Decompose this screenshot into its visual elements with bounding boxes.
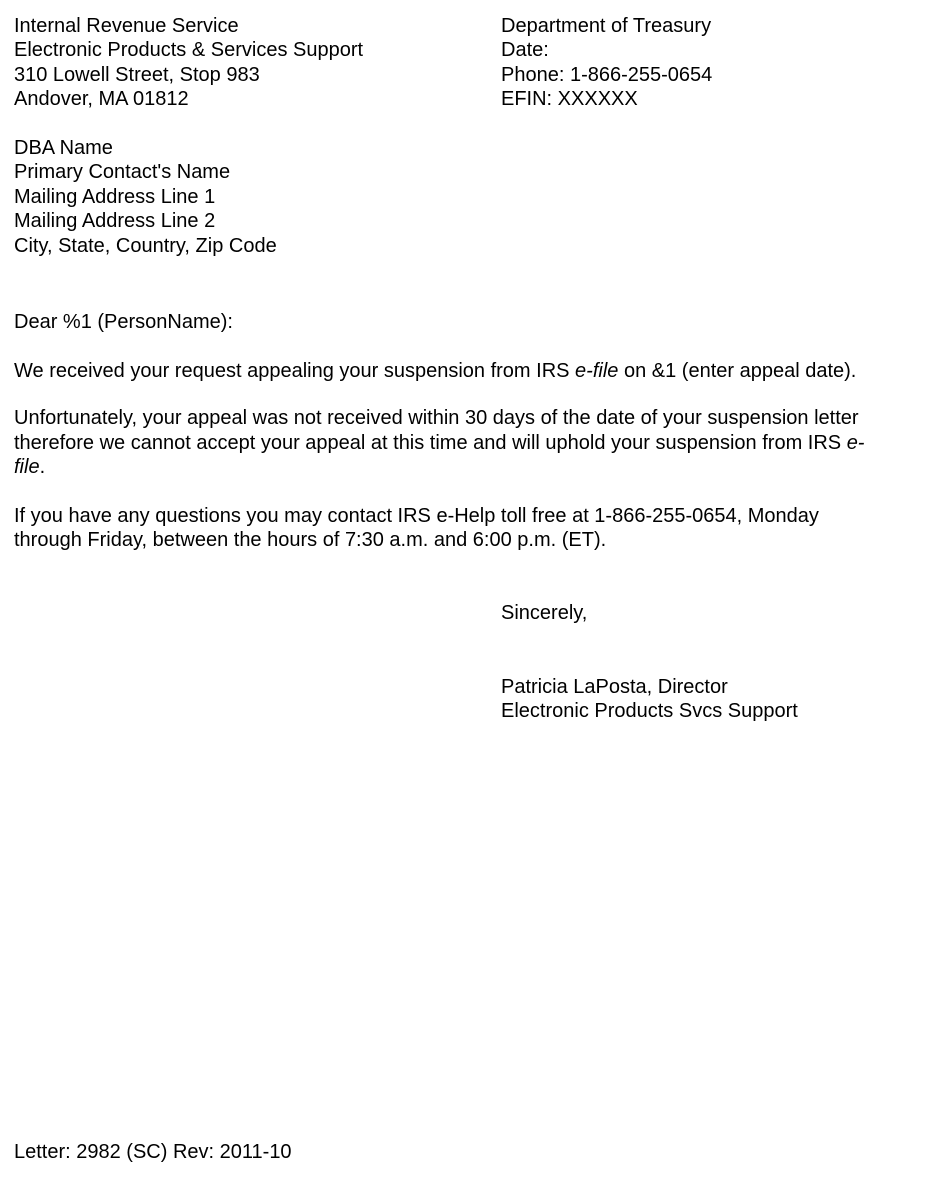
recipient-line: City, State, Country, Zip Code bbox=[14, 235, 277, 257]
recipient-line: DBA Name bbox=[14, 137, 113, 159]
salutation: Dear %1 (PersonName): bbox=[14, 311, 233, 333]
efile-italic: e-file bbox=[575, 360, 619, 382]
department: Department of Treasury bbox=[501, 15, 712, 37]
signer-title: Electronic Products Svcs Support bbox=[501, 700, 798, 722]
signer-name: Patricia LaPosta, Director bbox=[501, 676, 728, 698]
date-label: Date: bbox=[501, 39, 549, 61]
closing: Sincerely, bbox=[501, 602, 588, 624]
recipient-line: Mailing Address Line 2 bbox=[14, 210, 216, 232]
text: We received your request appealing your suspension from IRS bbox=[14, 360, 576, 382]
paragraph-line bbox=[14, 431, 864, 455]
text: therefore we cannot accept your appeal at this time and will uphold your suspension from IRS bbox=[14, 432, 847, 454]
sender-line: Internal Revenue Service bbox=[14, 15, 239, 37]
text: . bbox=[39, 456, 46, 478]
paragraph-line: Unfortunately, your appeal was not received within 30 days of the date of your suspension letter bbox=[14, 407, 859, 429]
paragraph-line bbox=[14, 455, 45, 479]
paragraph-1 bbox=[14, 359, 856, 383]
recipient-line: Primary Contact's Name bbox=[14, 161, 231, 183]
recipient-line: Mailing Address Line 1 bbox=[14, 186, 216, 208]
paragraph-line: If you have any questions you may contact IRS e-Help toll free at 1-866-255-0654, Monday bbox=[14, 505, 819, 527]
sender-line: Electronic Products & Services Support bbox=[14, 39, 364, 61]
efile-italic: e- bbox=[846, 432, 865, 454]
phone: Phone: 1-866-255-0654 bbox=[501, 64, 713, 86]
text: on &1 (enter appeal date). bbox=[618, 360, 857, 382]
sender-line: Andover, MA 01812 bbox=[14, 88, 189, 110]
efile-italic: file bbox=[14, 456, 40, 478]
sender-line: 310 Lowell Street, Stop 983 bbox=[14, 64, 260, 86]
paragraph-line: through Friday, between the hours of 7:30 a.m. and 6:00 p.m. (ET). bbox=[14, 529, 607, 551]
letter-footer: Letter: 2982 (SC) Rev: 2011-10 bbox=[14, 1141, 292, 1163]
efin: EFIN: XXXXXX bbox=[501, 88, 638, 110]
